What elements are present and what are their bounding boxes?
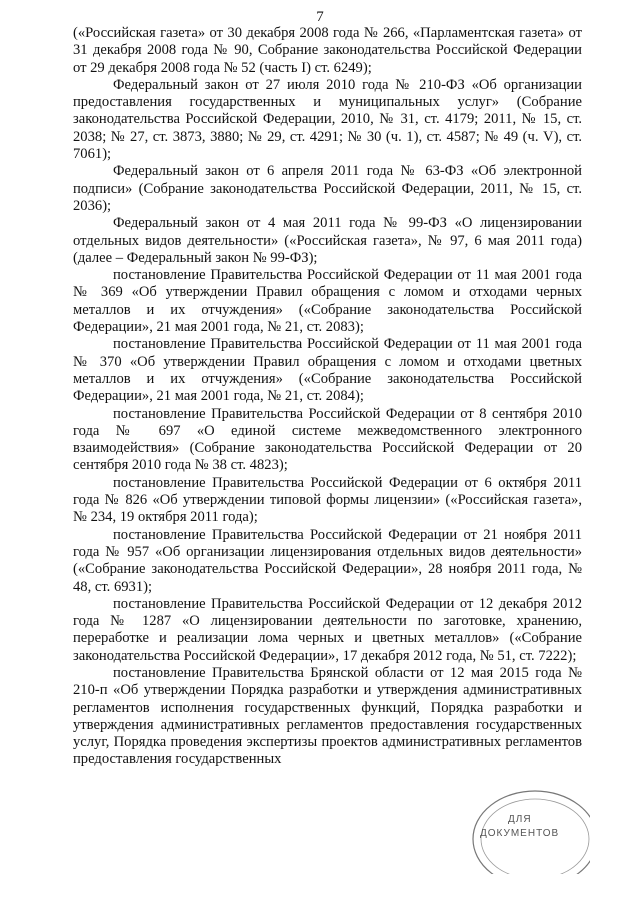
document-body	[73, 25, 582, 769]
paragraph-10: постановление Правительства Российской Федерации от 12 декабря 2012 года № 1287 «О лицензировании деятельности по заготовке, хранению, переработке и реализации лома черных и цветных металлов» («Собрание законодательства Российской Федерации», 17 декабря 2012 года, № 51, ст. 7222);	[73, 595, 582, 664]
paragraph-1: («Российская газета» от 30 декабря 2008 года № 266, «Парламентская газета» от 31 декабря 2008 года № 90, Собрание законодательства Российской Федерации от 29 декабря 2008 года № 52 (часть I) ст. 6249);	[73, 25, 582, 76]
paragraph-6: постановление Правительства Российской Федерации от 11 мая 2001 года № 370 «Об утверждении Правил обращения с ломом и отходами цветных металлов и их отчуждения» («Собрание законодательства Российской Федерации», 21 мая 2001 года, № 21, ст. 2084);	[73, 336, 582, 405]
paragraph-5: постановление Правительства Российской Федерации от 11 мая 2001 года № 369 «Об утверждении Правил обращения с ломом и отходами черных металлов и их отчуждения» («Собрание законодательства Российской Федерации», 21 мая 2001 года, № 21, ст. 2083);	[73, 267, 582, 336]
paragraph-8: постановление Правительства Российской Федерации от 6 октября 2011 года № 826 «Об утверждении типовой формы лицензии» («Российская газета», № 234, 19 октября 2011 года);	[73, 474, 582, 526]
paragraph-3: Федеральный закон от 6 апреля 2011 года № 63-ФЗ «Об электронной подписи» (Собрание законодательства Российской Федерации, 2011, № 15, ст. 2036);	[73, 163, 582, 214]
paragraph-4: Федеральный закон от 4 мая 2011 года № 99-ФЗ «О лицензировании отдельных видов деятельности» («Российская газета», № 97, 6 мая 2011 года) (далее – Федеральный закон № 99-ФЗ);	[73, 215, 582, 266]
paragraph-2: Федеральный закон от 27 июля 2010 года № 210-ФЗ «Об организации предоставления государственных и муниципальных услуг» (Собрание законодательства Российской Федерации, 2010, № 31, ст. 4179; 2011, № 15, ст. 2038; № 27, ст. 3873, 3880; № 29, ст. 4291; № 30 (ч. 1), ст. 4587; № 49 (ч. V), ст. 7061);	[73, 76, 582, 163]
stamp-line-1: ДЛЯ	[508, 814, 532, 825]
paragraph-7: постановление Правительства Российской Федерации от 8 сентября 2010 года № 697 «О единой системе межведомственного электронного взаимодействия» (Собрание законодательства Российской Федерации от 20 сентября 2010 года № 38 ст. 4823);	[73, 405, 582, 474]
document-stamp	[460, 784, 590, 874]
paragraph-11: постановление Правительства Брянской области от 12 мая 2015 года № 210-п «Об утверждении Порядка разработки и утверждения административных регламентов исполнения государственных функций, Порядка разработки и утверждения административных регламентов предоставления государственных услуг, Порядка проведения экспертизы проектов административных регламентов предоставления государственных	[73, 664, 582, 768]
page-number: 7	[316, 9, 324, 25]
paragraph-9: постановление Правительства Российской Федерации от 21 ноября 2011 года № 957 «Об организации лицензирования отдельных видов деятельности» («Собрание законодательства Российской Федерации», 28 ноября 2011 года, № 48, ст. 6931);	[73, 526, 582, 595]
stamp-line-2: ДОКУМЕНТОВ	[480, 828, 560, 839]
